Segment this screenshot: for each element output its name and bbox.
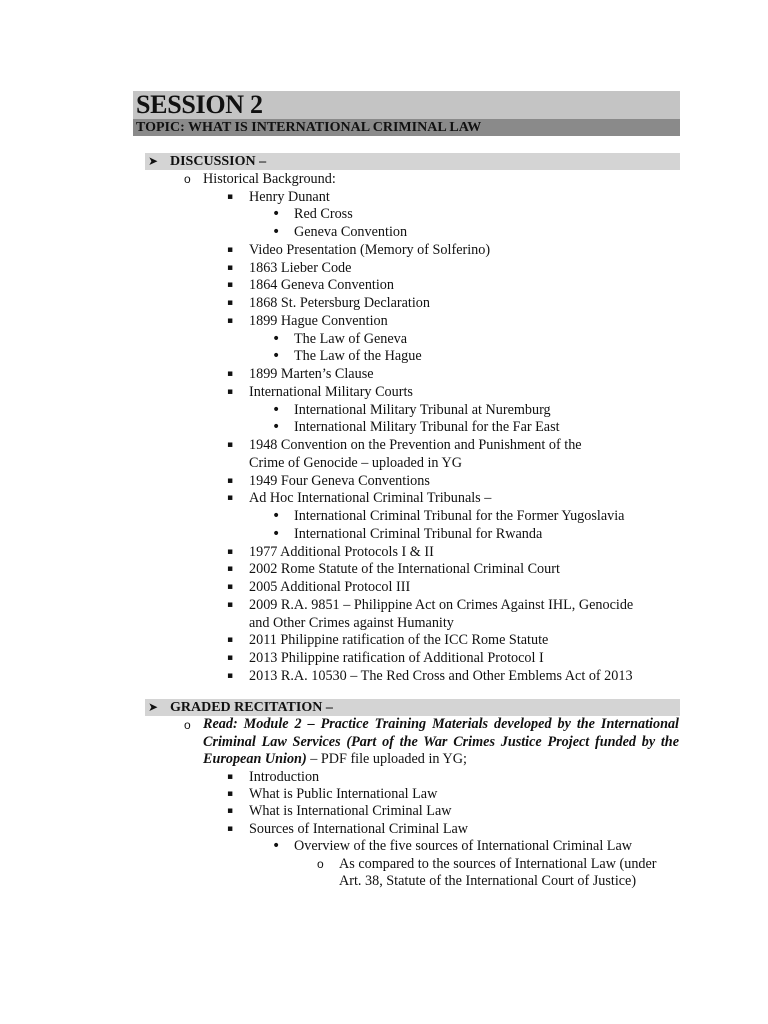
- reading-assignment-title: Read: Module 2 – Practice Training Materials developed by the International Criminal Law Services (Part of the War Crimes Justice Project funded by the European Union): [203, 716, 679, 768]
- list-item: 1863 Lieber Code: [249, 259, 352, 276]
- square-bullet-icon: ▪: [227, 823, 234, 834]
- list-item: International Criminal Tribunal for Rwanda: [294, 525, 543, 542]
- list-item: Red Cross: [294, 206, 353, 223]
- dot-bullet-icon: •: [272, 508, 281, 524]
- square-bullet-icon: ▪: [227, 546, 234, 557]
- dot-bullet-icon: •: [272, 330, 281, 347]
- list-item: Ad Hoc International Criminal Tribunals –: [249, 490, 492, 507]
- square-bullet-icon: ▪: [227, 440, 234, 450]
- list-item: 2013 Philippine ratification of Additional Protocol I: [249, 650, 544, 666]
- list-item: 1949 Four Geneva Conventions: [249, 472, 430, 489]
- list-item: The Law of Geneva: [294, 330, 408, 347]
- reading-assignment: [203, 716, 679, 769]
- list-item: International Military Tribunal at Nuremburg: [294, 401, 551, 418]
- list-item: International Criminal Tribunal for the Former Yugoslavia: [294, 508, 625, 524]
- list-item: 1948 Convention on the Prevention and Punishment of the: [249, 437, 582, 453]
- square-bullet-icon: ▪: [227, 475, 234, 486]
- square-bullet-icon: ▪: [227, 670, 234, 681]
- historical-background-label: Historical Background:: [203, 171, 336, 187]
- list-item: 1899 Hague Convention: [249, 312, 388, 329]
- dot-bullet-icon: •: [272, 206, 281, 223]
- square-bullet-icon: ▪: [227, 635, 234, 646]
- list-item: Crime of Genocide – uploaded in YG: [249, 454, 463, 471]
- square-bullet-icon: ▪: [227, 262, 234, 273]
- dot-bullet-icon: •: [272, 348, 281, 365]
- square-bullet-icon: ▪: [227, 564, 234, 575]
- reading-assignment-note: – PDF file uploaded in YG;: [306, 751, 467, 768]
- list-item: What is International Criminal Law: [249, 803, 452, 820]
- list-item: 1864 Geneva Convention: [249, 277, 394, 294]
- list-item: Sources of International Criminal Law: [249, 820, 469, 837]
- discussion-heading: DISCUSSION –: [170, 154, 267, 169]
- square-bullet-icon: ▪: [227, 315, 234, 326]
- square-bullet-icon: ▪: [227, 771, 234, 782]
- topic-title: TOPIC: WHAT IS INTERNATIONAL CRIMINAL LAW: [136, 120, 482, 135]
- square-bullet-icon: ▪: [227, 386, 234, 397]
- list-item: 1868 St. Petersburg Declaration: [249, 295, 430, 311]
- list-item: 2002 Rome Statute of the International Criminal Court: [249, 561, 560, 578]
- list-item: The Law of the Hague: [294, 348, 422, 365]
- dot-bullet-icon: •: [272, 224, 281, 240]
- list-item: As compared to the sources of International Law (under: [339, 855, 657, 872]
- dot-bullet-icon: •: [272, 419, 281, 436]
- list-item: 2009 R.A. 9851 – Philippine Act on Crimes Against IHL, Genocide: [249, 596, 634, 613]
- square-bullet-icon: ▪: [227, 653, 234, 663]
- list-item: International Military Tribunal for the Far East: [294, 419, 560, 436]
- list-item: 2013 R.A. 10530 – The Red Cross and Other Emblems Act of 2013: [249, 667, 633, 684]
- list-item: Henry Dunant: [249, 188, 330, 205]
- square-bullet-icon: ▪: [227, 788, 234, 799]
- square-bullet-icon: ▪: [227, 280, 234, 291]
- square-bullet-icon: ▪: [227, 806, 234, 817]
- list-item: International Military Courts: [249, 383, 413, 400]
- square-bullet-icon: ▪: [227, 369, 234, 379]
- list-item: 1977 Additional Protocols I & II: [249, 543, 434, 560]
- square-bullet-icon: ▪: [227, 599, 234, 610]
- dot-bullet-icon: •: [272, 838, 281, 855]
- circle-bullet-icon: o: [317, 856, 324, 871]
- circle-bullet-icon: o: [184, 718, 191, 732]
- list-item: What is Public International Law: [249, 785, 438, 802]
- arrow-bullet-icon: ➤: [148, 154, 159, 168]
- list-item: and Other Crimes against Humanity: [249, 614, 454, 631]
- arrow-bullet-icon: ➤: [148, 700, 159, 714]
- square-bullet-icon: ▪: [227, 244, 234, 255]
- square-bullet-icon: ▪: [227, 191, 234, 202]
- list-item: 2005 Additional Protocol III: [249, 579, 411, 595]
- dot-bullet-icon: •: [272, 401, 281, 418]
- circle-bullet-icon: o: [184, 172, 191, 186]
- square-bullet-icon: ▪: [227, 582, 234, 592]
- square-bullet-icon: ▪: [227, 298, 234, 308]
- list-item: Overview of the five sources of International Criminal Law: [294, 838, 633, 855]
- list-item: Art. 38, Statute of the International Court of Justice): [339, 872, 637, 889]
- dot-bullet-icon: •: [272, 525, 281, 542]
- list-item: Introduction: [249, 768, 320, 785]
- session-title: SESSION 2: [136, 90, 263, 119]
- square-bullet-icon: ▪: [227, 493, 234, 504]
- list-item: 2011 Philippine ratification of the ICC Rome Statute: [249, 632, 549, 649]
- list-item: Video Presentation (Memory of Solferino): [249, 241, 491, 258]
- list-item: 1899 Marten’s Clause: [249, 366, 374, 382]
- recitation-heading: GRADED RECITATION –: [170, 700, 333, 715]
- list-item: Geneva Convention: [294, 224, 408, 240]
